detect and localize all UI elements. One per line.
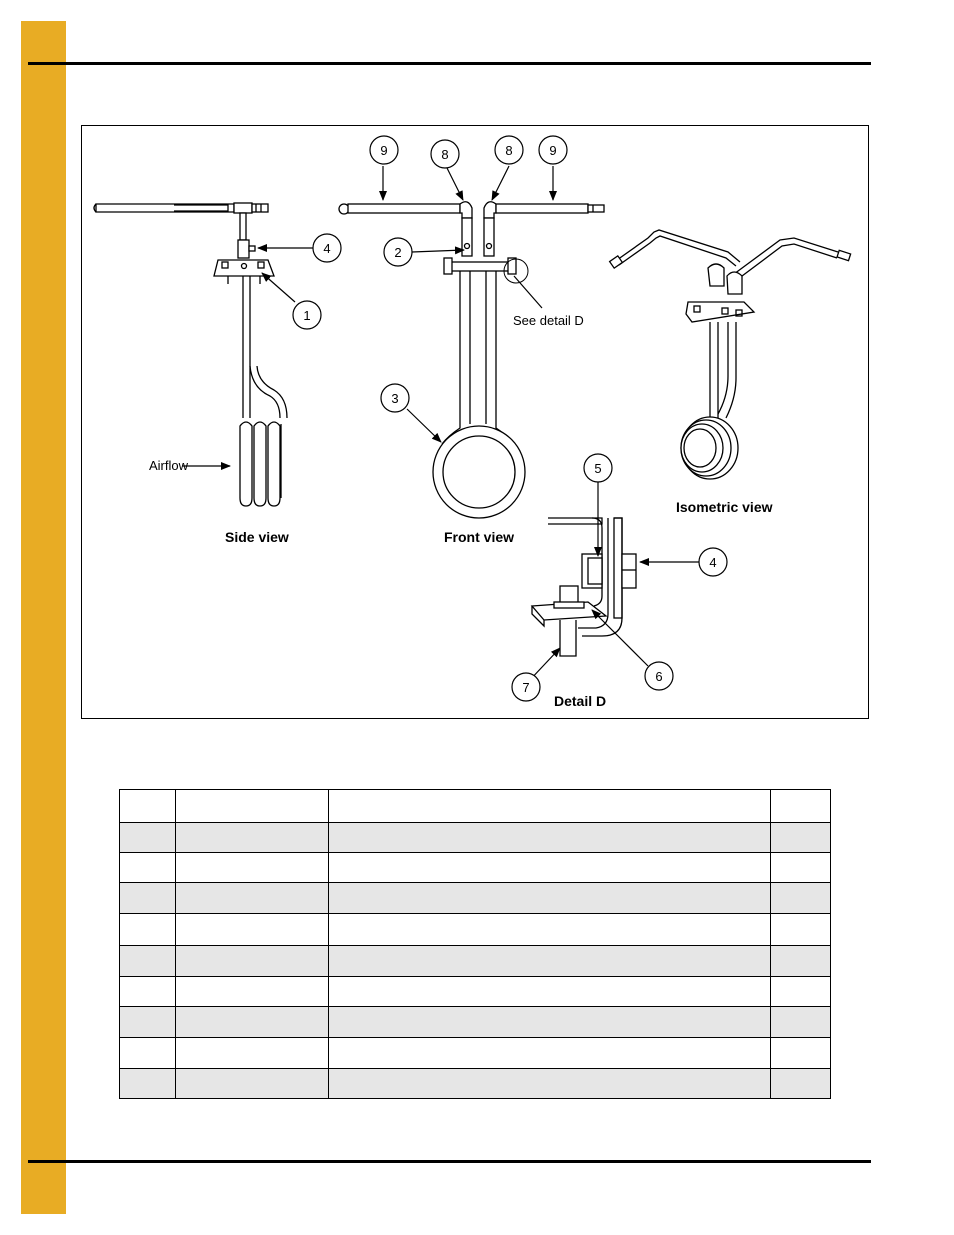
table-cell <box>120 823 176 853</box>
table-cell <box>120 914 176 946</box>
table-row <box>120 883 831 914</box>
table-cell <box>328 1038 770 1069</box>
header-rule <box>28 62 871 65</box>
table-cell <box>175 946 328 977</box>
table-cell <box>771 853 831 883</box>
callout-9-right <box>539 136 567 164</box>
front-view-label: Front view <box>444 529 515 545</box>
table-cell <box>328 914 770 946</box>
table-cell <box>771 1007 831 1038</box>
see-detail-label: See detail D <box>513 313 584 328</box>
table-cell <box>328 823 770 853</box>
svg-text:4: 4 <box>323 241 331 256</box>
callout-4-detail <box>699 548 727 576</box>
table-cell <box>175 853 328 883</box>
table-cell <box>771 823 831 853</box>
svg-text:5: 5 <box>594 461 602 476</box>
table-header-row <box>120 790 831 823</box>
table-cell <box>328 946 770 977</box>
svg-text:4: 4 <box>709 555 717 570</box>
front-view-drawing <box>339 202 604 518</box>
table-cell <box>120 790 176 823</box>
callout-6 <box>645 662 673 690</box>
svg-text:2: 2 <box>394 245 402 260</box>
parts-drawing <box>82 126 868 718</box>
callout-2 <box>384 238 412 266</box>
svg-text:3: 3 <box>391 391 399 406</box>
table-cell <box>120 1038 176 1069</box>
callout-9-left <box>370 136 398 164</box>
table-row <box>120 946 831 977</box>
svg-text:7: 7 <box>522 680 530 695</box>
table-cell <box>120 883 176 914</box>
svg-text:9: 9 <box>549 143 557 158</box>
callout-3 <box>381 384 409 412</box>
isometric-view-drawing <box>610 230 851 479</box>
table-cell <box>175 977 328 1007</box>
table-cell <box>328 977 770 1007</box>
airflow-label: Airflow <box>149 458 189 473</box>
svg-text:1: 1 <box>303 308 311 323</box>
table-row <box>120 914 831 946</box>
table-cell <box>175 1038 328 1069</box>
table-cell <box>328 853 770 883</box>
side-tab <box>21 21 66 1214</box>
table-row <box>120 853 831 883</box>
table-cell <box>328 790 770 823</box>
table-cell <box>328 1007 770 1038</box>
callout-5 <box>584 454 612 482</box>
footer-rule <box>28 1160 871 1163</box>
table-cell <box>771 914 831 946</box>
isometric-view-label: Isometric view <box>676 499 773 515</box>
parts-table <box>119 789 831 1099</box>
table-cell <box>771 883 831 914</box>
table-row <box>120 1007 831 1038</box>
table-row <box>120 977 831 1007</box>
table-cell <box>328 883 770 914</box>
table-cell <box>771 1069 831 1099</box>
table-cell <box>771 1038 831 1069</box>
callout-8-left <box>431 140 459 168</box>
table-cell <box>771 977 831 1007</box>
callout-4-side <box>313 234 341 262</box>
table-cell <box>175 790 328 823</box>
table-cell <box>328 1069 770 1099</box>
table-cell <box>771 790 831 823</box>
table-cell <box>120 946 176 977</box>
table-row <box>120 823 831 853</box>
table-cell <box>120 1069 176 1099</box>
table-row <box>120 1069 831 1099</box>
table-cell <box>120 853 176 883</box>
table-cell <box>120 977 176 1007</box>
table-row <box>120 1038 831 1069</box>
side-view-label: Side view <box>225 529 289 545</box>
svg-text:8: 8 <box>441 147 449 162</box>
table-cell <box>175 1069 328 1099</box>
svg-text:8: 8 <box>505 143 513 158</box>
svg-text:6: 6 <box>655 669 663 684</box>
detail-d-drawing <box>532 518 636 656</box>
callout-1 <box>293 301 321 329</box>
parts-figure <box>81 125 869 719</box>
table-cell <box>120 1007 176 1038</box>
detail-d-label: Detail D <box>554 693 607 709</box>
table-cell <box>175 914 328 946</box>
table-cell <box>175 823 328 853</box>
svg-text:9: 9 <box>380 143 388 158</box>
callout-8-right <box>495 136 523 164</box>
table-cell <box>771 946 831 977</box>
table-cell <box>175 883 328 914</box>
table-cell <box>175 1007 328 1038</box>
callout-7 <box>512 673 540 701</box>
